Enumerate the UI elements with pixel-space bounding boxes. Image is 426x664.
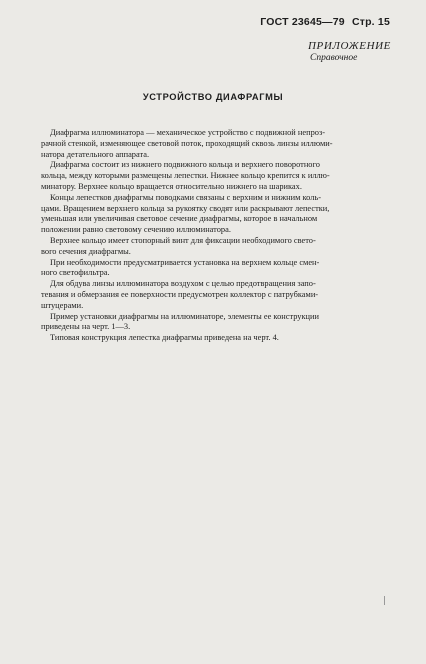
appendix-title: ПРИЛОЖЕНИЕ — [308, 40, 391, 52]
document-body — [41, 128, 378, 344]
text-line: минатору. Верхнее кольцо вращается относительно нижнего на шариках. — [41, 181, 302, 191]
text-line: Типовая конструкция лепестка диафрагмы приведена на черт. 4. — [50, 333, 279, 343]
standard-number: ГОСТ 23645—79 — [260, 16, 345, 28]
text-line: Концы лепестков диафрагмы поводками связаны с верхним и нижним коль- — [50, 192, 322, 202]
text-line: уменьшая или увеличивая световое сечение диафрагмы, которое в начальном — [41, 214, 318, 224]
page-number: Стр. 15 — [351, 16, 390, 28]
text-line: ного светофильтра. — [41, 268, 110, 278]
scan-mark — [384, 596, 385, 605]
text-line: рачной стенкой, изменяющее световой поток, проходящий сквозь линзы иллюми- — [41, 138, 333, 148]
text-line: приведены на черт. 1—3. — [41, 322, 131, 332]
text-line: Верхнее кольцо имеет стопорный винт для фиксации необходимого свето- — [50, 235, 316, 245]
text-line: вого сечения диафрагмы. — [41, 246, 131, 256]
document-title: УСТРОЙСТВО ДИАФРАГМЫ — [142, 92, 284, 102]
text-line: Для обдува линзы иллюминатора воздухом с целью предотвращения запо- — [50, 279, 316, 289]
text-line: положении равно световому сечению иллюминатора. — [41, 225, 231, 235]
text-line: тевания и обмерзания ее поверхности предусмотрен коллектор с патрубками- — [41, 289, 319, 299]
text-line: Пример установки диафрагмы на иллюминаторе, элементы ее конструкции — [50, 311, 319, 321]
appendix-subtitle: Справочное — [310, 53, 358, 63]
text-line: штуцерами. — [41, 300, 84, 310]
text-line: Диафрагма иллюминатора — механическое устройство с подвижной непроз- — [50, 128, 326, 137]
text-line: цами. Вращением верхнего кольца за рукоятку сводят или раскрывают лепестки, — [41, 203, 330, 213]
text-line: натора детательного аппарата. — [41, 149, 150, 159]
text-line: Диафрагма состоит из нижнего подвижного кольца и верхнего поворотного — [50, 160, 320, 170]
text-line: При необходимости предусматривается установка на верхнем кольце смен- — [50, 257, 320, 267]
page-header — [256, 16, 390, 28]
appendix-block — [308, 40, 391, 63]
text-line: кольца, между которыми размещены лепестки. Нижнее кольцо крепится к иллю- — [41, 171, 330, 181]
